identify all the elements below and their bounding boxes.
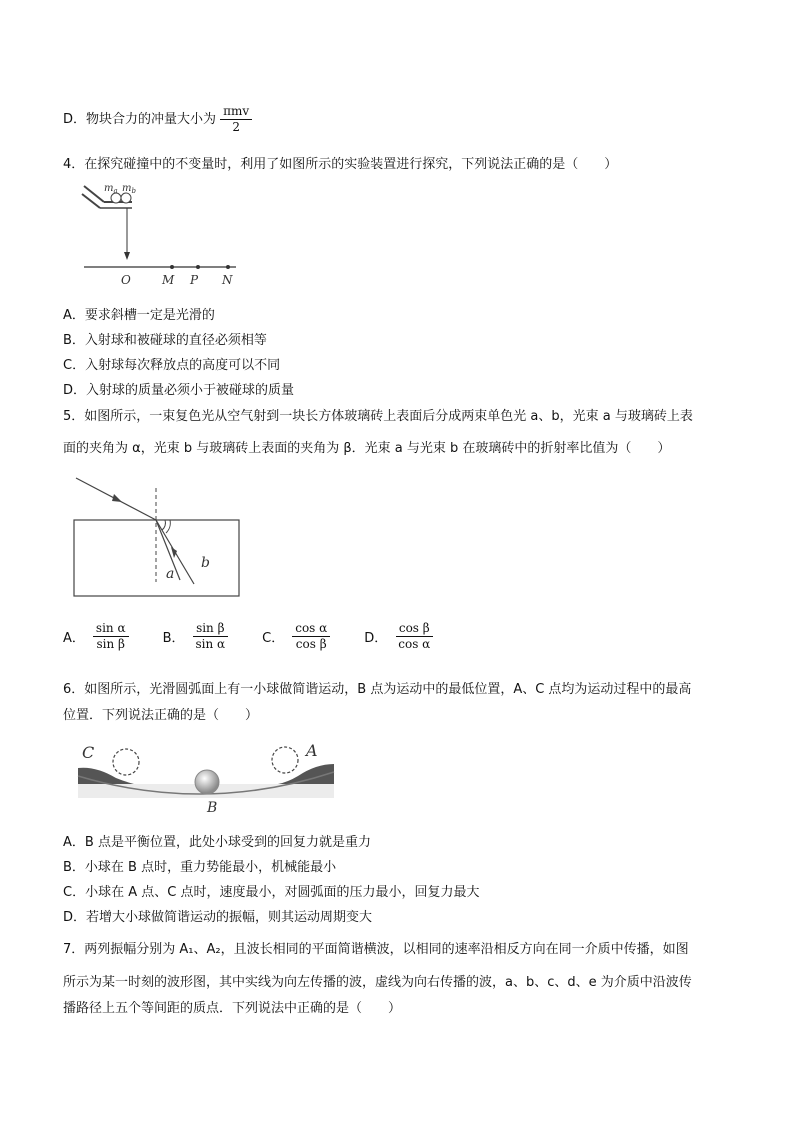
q4-figure (80, 180, 250, 290)
label-p: P (190, 273, 199, 287)
angle-arc (162, 520, 165, 530)
label-m: M (162, 273, 175, 287)
q4-option-c: C．入射球每次释放点的高度可以不同 (63, 358, 281, 373)
q3-option-d-fraction (220, 104, 252, 135)
option-fraction (395, 621, 433, 652)
q4-stem: 4．在探究碰撞中的不变量时，利用了如图所示的实验装置进行探究，下列说法正确的是（ ） (63, 157, 618, 172)
ball-c-dashed (113, 749, 139, 775)
option-label: B． (162, 631, 185, 646)
q3-option-d (63, 104, 252, 135)
fraction-denominator: cos β (295, 637, 327, 651)
ball-a-label: $m_a$ (104, 183, 118, 195)
option-fraction (192, 621, 228, 652)
ball-b (121, 193, 131, 203)
point-n (226, 265, 230, 269)
q6-figure (76, 740, 338, 840)
q5-stem-line2: 面的夹角为 α，光束 b 与玻璃砖上表面的夹角为 β．光束 a 与光束 b 在玻璃砖中的折射率比值为（ ） (63, 441, 671, 456)
option-label: C． (262, 631, 285, 646)
q5-option-b (163, 621, 229, 652)
angle-arc (166, 520, 170, 533)
q5-option-d (364, 621, 433, 652)
fraction-numerator: sin β (193, 621, 227, 637)
ray-arrow (171, 547, 177, 558)
q6-stem-line1: 6．如图所示，光滑圆弧面上有一小球做简谐运动，B 点为运动中的最低位置，A、C 点均为运动过程中的最高 (63, 682, 692, 697)
option-label: A． (63, 631, 85, 646)
ray-a-label: a (166, 566, 175, 582)
ball-b-label: $m_b$ (122, 183, 136, 195)
label-c: C (82, 743, 95, 762)
q5-stem-line1: 5．如图所示，一束复色光从空气射到一块长方体玻璃砖上表面后分成两束单色光 a、b，光束 a 与玻璃砖上表 (63, 409, 693, 424)
q7-stem-line3: 播路径上五个等间距的质点．下列说法中正确的是（ ） (63, 1001, 402, 1016)
q5-options (63, 621, 467, 652)
option-label: D． (364, 631, 388, 646)
q6-option-c: C．小球在 A 点、C 点时，速度最小，对圆弧面的压力最小，回复力最大 (63, 885, 480, 900)
fraction-numerator: sin α (93, 621, 129, 637)
q5-option-a (63, 621, 129, 652)
q6-stem-line2: 位置．下列说法正确的是（ ） (63, 708, 259, 723)
label-a: A (306, 741, 318, 760)
label-o: O (121, 273, 131, 287)
q4-option-a: A．要求斜槽一定是光滑的 (63, 308, 215, 323)
ball-b (195, 770, 219, 794)
chute-line (84, 186, 104, 202)
q7-stem-line2: 所示为某一时刻的波形图，其中实线为向左传播的波，虚线为向右传播的波，a、b、c、d、e 为介质中沿波传 (63, 975, 692, 990)
option-fraction (292, 621, 330, 652)
left-mound (78, 768, 134, 784)
q3-option-d-label: D．物块合力的冲量大小为 (63, 112, 217, 127)
fraction-denominator: sin β (96, 637, 125, 651)
fraction-numerator: πmv (220, 104, 252, 120)
fraction-denominator: cos α (398, 637, 431, 651)
fraction-numerator: cos β (396, 621, 433, 637)
point-m (170, 265, 174, 269)
q6-option-a: A．B 点是平衡位置，此处小球受到的回复力就是重力 (63, 835, 371, 850)
fraction-denominator: 2 (232, 120, 240, 134)
q7-stem-line1: 7．两列振幅分别为 A₁、A₂，且波长相同的平面简谐横波，以相同的速率沿相反方向在同一介质中传播，如图 (63, 942, 689, 957)
point-p (196, 265, 200, 269)
label-n: N (222, 273, 233, 287)
q5-option-c (262, 621, 330, 652)
option-fraction (93, 621, 129, 652)
plumb-arrow (124, 252, 130, 260)
ray-b-label: b (201, 555, 210, 571)
label-b: B (207, 800, 218, 816)
q6-option-b: B．小球在 B 点时，重力势能最小，机械能最小 (63, 860, 337, 875)
ball-a-dashed (272, 747, 298, 773)
fraction-denominator: sin α (195, 637, 226, 651)
incident-arrow (112, 494, 122, 502)
fraction-numerator: cos α (292, 621, 330, 637)
q5-figure (70, 472, 250, 602)
q6-option-d: D．若增大小球做简谐运动的振幅，则其运动周期变大 (63, 910, 373, 925)
q4-option-b: B．入射球和被碰球的直径必须相等 (63, 333, 267, 348)
q4-option-d: D．入射球的质量必须小于被碰球的质量 (63, 383, 295, 398)
